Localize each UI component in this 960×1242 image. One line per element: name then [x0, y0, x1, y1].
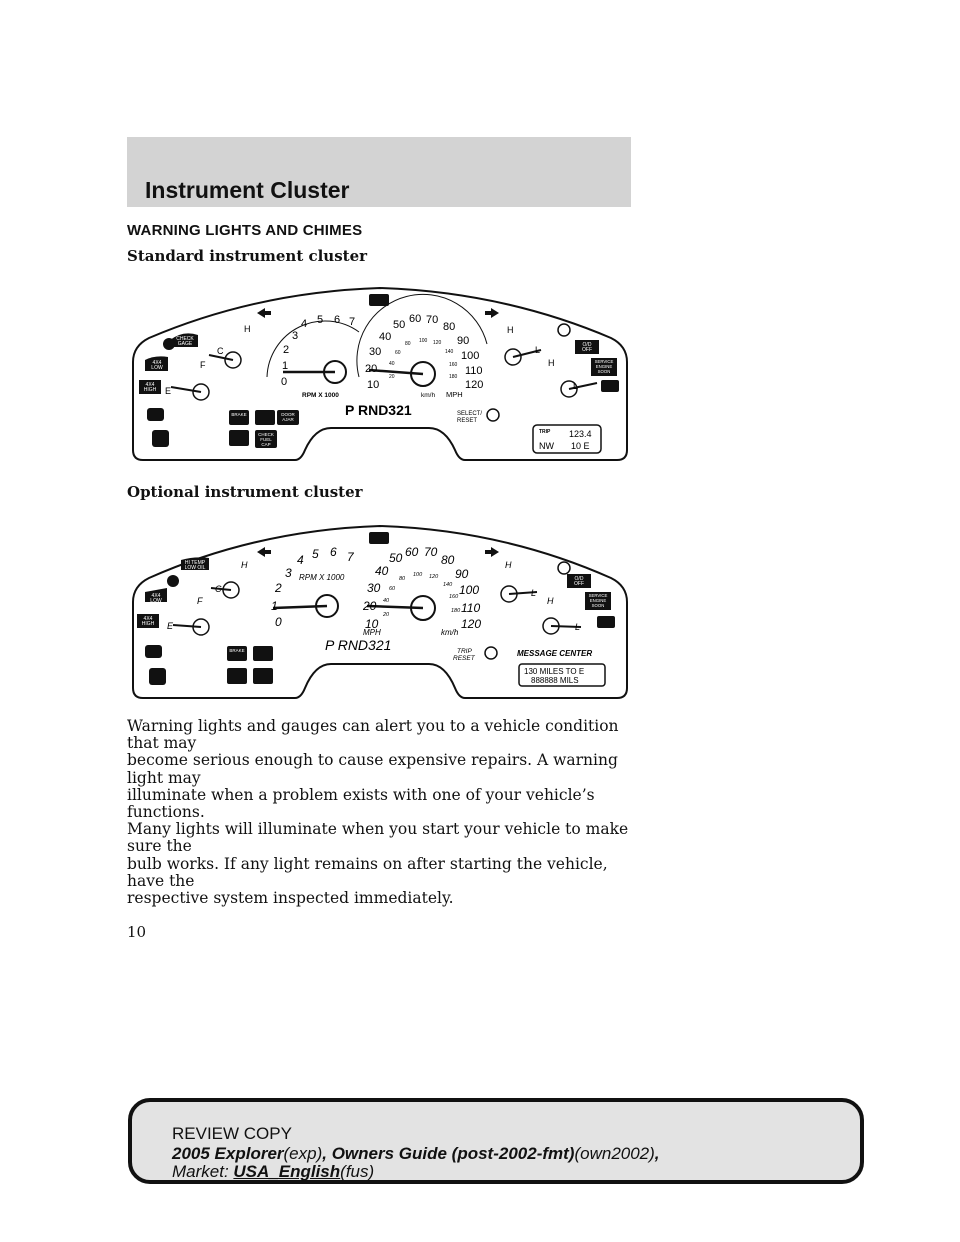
svg-text:H: H	[547, 596, 554, 606]
svg-text:120: 120	[465, 379, 484, 391]
svg-text:BRAKE: BRAKE	[231, 412, 247, 417]
belt-icon	[167, 575, 179, 587]
svg-text:3: 3	[285, 566, 292, 580]
svg-text:50: 50	[393, 319, 406, 331]
svg-text:7: 7	[347, 550, 354, 564]
wrench-icon	[229, 430, 249, 446]
svg-text:CHECK: CHECK	[258, 432, 274, 437]
svg-text:AJAR: AJAR	[282, 417, 294, 422]
svg-text:40: 40	[383, 598, 390, 604]
svg-text:2: 2	[275, 581, 282, 595]
svg-text:F: F	[197, 596, 203, 606]
svg-text:4X4: 4X4	[143, 616, 153, 622]
svg-text:MPH: MPH	[363, 628, 381, 637]
standard-cluster-subtitle: Standard instrument cluster	[127, 247, 368, 265]
svg-text:120: 120	[433, 340, 442, 346]
svg-text:80: 80	[405, 341, 411, 347]
svg-text:FUEL: FUEL	[260, 437, 272, 442]
svg-text:E: E	[165, 386, 172, 396]
svg-text:100: 100	[413, 572, 423, 578]
svg-text:80: 80	[399, 576, 406, 582]
svg-text:C: C	[215, 584, 222, 594]
svg-text:LOW: LOW	[150, 598, 162, 604]
svg-text:6: 6	[330, 545, 337, 559]
svg-text:90: 90	[455, 567, 469, 581]
svg-text:RPM X 1000: RPM X 1000	[299, 573, 345, 582]
optional-instrument-cluster-image	[127, 522, 633, 702]
svg-text:120: 120	[461, 617, 482, 631]
review-copy-footer	[128, 1098, 864, 1184]
abs-icon	[145, 645, 162, 658]
svg-text:50: 50	[389, 551, 403, 565]
svg-text:L: L	[575, 622, 581, 632]
battery-icon	[601, 380, 619, 392]
svg-text:SOON: SOON	[597, 369, 611, 374]
svg-text:10: 10	[367, 379, 380, 391]
svg-text:30: 30	[369, 346, 382, 358]
svg-text:100: 100	[419, 338, 428, 344]
svg-text:LOW: LOW	[151, 365, 163, 371]
svg-text:RPM X 1000: RPM X 1000	[302, 392, 339, 399]
svg-text:F: F	[200, 360, 206, 370]
svg-text:ENGINE: ENGINE	[589, 598, 607, 603]
svg-text:HIGH: HIGH	[141, 621, 155, 627]
svg-text:H: H	[507, 325, 514, 335]
message-center-label: MESSAGE CENTER	[517, 649, 593, 658]
svg-text:L: L	[573, 381, 579, 391]
svg-text:100: 100	[461, 350, 480, 362]
svg-text:L: L	[531, 588, 537, 598]
svg-text:60: 60	[395, 350, 401, 356]
svg-text:1: 1	[271, 599, 278, 613]
body-line: Warning lights and gauges can alert you to a vehicle condition that may	[127, 717, 619, 753]
check-gage-label-2: GAGE	[177, 341, 193, 347]
svg-text:H: H	[505, 560, 512, 570]
svg-text:L: L	[535, 345, 541, 355]
svg-text:SOON: SOON	[591, 603, 605, 608]
footer-line-2: 2005 Explorer(exp), Owners Guide (post-2002-fmt)(own2002),	[172, 1144, 660, 1163]
abs-icon	[147, 408, 164, 421]
svg-text:90: 90	[457, 335, 470, 347]
svg-text:888888 MILS: 888888 MILS	[531, 676, 579, 685]
svg-text:120: 120	[429, 574, 439, 580]
svg-text:40: 40	[375, 564, 389, 578]
wrench-icon	[227, 668, 247, 684]
svg-text:4X4: 4X4	[152, 360, 162, 366]
svg-text:DOOR: DOOR	[281, 412, 295, 417]
svg-text:RESET: RESET	[453, 655, 475, 662]
svg-text:180: 180	[451, 608, 461, 614]
svg-text:100: 100	[459, 583, 480, 597]
battery-icon	[597, 616, 615, 628]
svg-text:0: 0	[275, 615, 282, 629]
tire-pressure-icon	[255, 410, 275, 425]
svg-text:40: 40	[389, 361, 395, 367]
svg-text:5: 5	[312, 547, 319, 561]
svg-text:O/D: O/D	[582, 342, 592, 348]
svg-text:OFF: OFF	[582, 347, 592, 353]
svg-text:30: 30	[367, 581, 381, 595]
svg-text:SERVICE: SERVICE	[588, 593, 608, 598]
svg-text:E: E	[167, 621, 174, 631]
page-number: 10	[127, 923, 147, 941]
svg-text:CAP: CAP	[261, 442, 271, 447]
svg-text:7: 7	[349, 316, 356, 328]
svg-text:SERVICE: SERVICE	[594, 359, 614, 364]
svg-text:70: 70	[424, 545, 438, 559]
body-paragraph	[127, 718, 637, 907]
svg-text:1: 1	[282, 360, 289, 372]
body-line: become serious enough to cause expensive repairs. A warning light may	[127, 751, 618, 787]
body-line: respective system inspected immediately.	[127, 889, 454, 908]
svg-text:20: 20	[383, 612, 390, 618]
svg-text:4X4: 4X4	[151, 593, 161, 599]
svg-text:HI TEMP: HI TEMP	[184, 560, 206, 566]
svg-text:110: 110	[465, 365, 483, 377]
svg-text:H: H	[241, 560, 248, 570]
svg-text:C: C	[217, 346, 224, 356]
svg-text:60: 60	[389, 586, 396, 592]
svg-text:20: 20	[363, 599, 377, 613]
section-title: WARNING LIGHTS AND CHIMES	[127, 222, 363, 239]
svg-text:NW: NW	[539, 441, 554, 451]
body-line: illuminate when a problem exists with one of your vehicle’s functions.	[127, 785, 595, 822]
svg-text:80: 80	[443, 321, 456, 333]
svg-text:H: H	[548, 358, 555, 368]
svg-text:40: 40	[379, 331, 392, 343]
svg-text:LOW OIL: LOW OIL	[184, 565, 206, 571]
svg-text:70: 70	[426, 314, 439, 326]
svg-text:60: 60	[409, 313, 422, 325]
standard-instrument-cluster-image	[127, 282, 633, 464]
svg-text:4X4: 4X4	[145, 382, 155, 388]
svg-text:10 E: 10 E	[571, 441, 590, 451]
svg-text:3: 3	[292, 330, 299, 342]
svg-text:60: 60	[405, 545, 419, 559]
svg-text:20: 20	[389, 374, 395, 380]
airbag-icon	[152, 430, 169, 447]
trip-reset-label: TRIP	[457, 648, 472, 655]
footer-review-copy: REVIEW COPY	[172, 1124, 292, 1143]
airbag-icon	[149, 668, 166, 685]
standard-prnd: P RND321	[345, 402, 412, 418]
svg-text:110: 110	[461, 601, 481, 615]
body-line: bulb works. If any light remains on after starting the vehicle, have the	[127, 854, 608, 890]
svg-text:HIGH: HIGH	[143, 387, 157, 393]
svg-text:km/h: km/h	[441, 628, 459, 637]
svg-text:180: 180	[449, 374, 458, 380]
svg-text:0: 0	[281, 376, 288, 388]
page-header-title: Instrument Cluster	[145, 177, 350, 203]
svg-text:140: 140	[445, 349, 454, 355]
svg-text:H: H	[244, 324, 251, 334]
svg-text:5: 5	[317, 314, 324, 326]
check-gage-label: CHECK	[176, 336, 194, 342]
svg-text:BRAKE: BRAKE	[229, 648, 245, 653]
tire-pressure-icon	[253, 646, 273, 661]
svg-text:130 MILES TO E: 130 MILES TO E	[524, 667, 585, 676]
svg-text:RESET: RESET	[457, 418, 478, 424]
body-line: Many lights will illuminate when you start your vehicle to make sure the	[127, 820, 629, 856]
door-ajar-icon	[253, 668, 273, 684]
svg-text:O/D: O/D	[574, 576, 584, 582]
svg-text:160: 160	[449, 362, 458, 368]
footer-line-3: Market: USA_English(fus)	[172, 1162, 375, 1181]
svg-text:MPH: MPH	[446, 390, 463, 399]
svg-text:140: 140	[443, 582, 453, 588]
svg-text:ENGINE: ENGINE	[595, 364, 613, 369]
svg-text:4: 4	[297, 553, 304, 567]
optional-prnd: P RND321	[325, 637, 392, 653]
svg-text:6: 6	[334, 314, 341, 326]
svg-text:80: 80	[441, 553, 455, 567]
svg-text:160: 160	[449, 594, 459, 600]
belt-icon	[163, 338, 175, 350]
optional-cluster-subtitle: Optional instrument cluster	[127, 483, 363, 501]
svg-text:2: 2	[283, 344, 290, 356]
svg-text:TRIP: TRIP	[539, 429, 551, 435]
svg-text:123.4: 123.4	[569, 429, 592, 439]
page-header-band	[127, 137, 631, 207]
svg-text:20: 20	[365, 363, 378, 375]
svg-text:4: 4	[301, 318, 308, 330]
svg-text:10: 10	[365, 617, 379, 631]
svg-text:OFF: OFF	[574, 581, 584, 587]
select-reset-label: SELECT/	[457, 411, 483, 417]
svg-text:km/h: km/h	[421, 392, 436, 399]
